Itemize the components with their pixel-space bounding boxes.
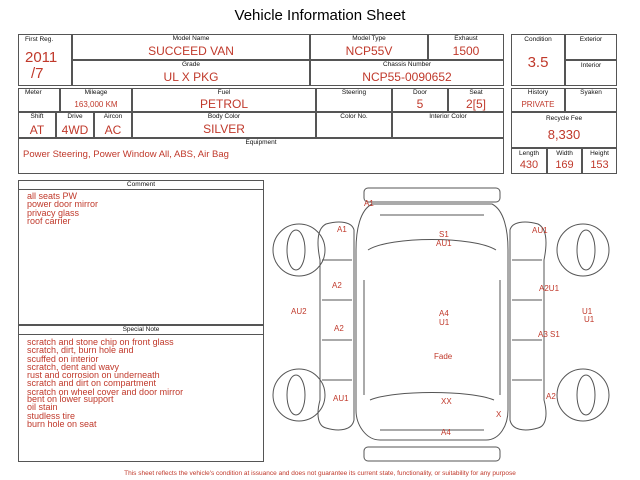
shift-label: Shift: [30, 113, 44, 120]
exterior-label: Exterior: [579, 36, 603, 43]
model-type-label: Model Type: [352, 35, 386, 42]
special-note-item: studless tire: [27, 410, 76, 421]
syaken-label: Syaken: [580, 89, 602, 96]
first-reg-label: First Reg.: [25, 36, 54, 43]
drive-value: 4WD: [61, 123, 89, 137]
length-label: Length: [519, 150, 539, 157]
width-label: Width: [556, 150, 573, 157]
chassis-label: Chassis Number: [382, 61, 432, 68]
damage-a1-left: A1: [337, 225, 347, 234]
mileage-label: Mileage: [84, 89, 108, 96]
model-type-value: NCP55V: [345, 44, 393, 58]
meter-label: Meter: [25, 89, 42, 96]
drive-label: Drive: [67, 113, 83, 120]
first-reg-year: 2011: [25, 49, 58, 66]
condition-label: Condition: [524, 36, 552, 43]
damage-a2-right-bottom: A2: [546, 392, 556, 401]
special-note-item: scratch and stone chip on front glass: [27, 337, 174, 347]
shift-value: AT: [29, 123, 45, 137]
first-reg-month: /7: [31, 65, 44, 82]
damage-u1-right-a: U1: [582, 307, 593, 316]
damage-s1: S1: [439, 230, 449, 239]
damage-a4-bottom: A4: [441, 428, 451, 437]
height-label: Height: [590, 150, 609, 157]
special-note-item: burn hole on seat: [27, 418, 97, 429]
mileage-value: 163,000 KM: [74, 100, 118, 109]
special-note-item: scratch on wheel cover and door mirror: [27, 386, 184, 397]
damage-a2u1: A2U1: [539, 284, 560, 293]
aircon-value: AC: [104, 123, 122, 137]
special-note-item: scratch, dent and wavy: [27, 361, 120, 372]
condition-value: 3.5: [527, 54, 549, 71]
color-no-label: Color No.: [340, 113, 368, 120]
interior-color-label: Interior Color: [429, 113, 467, 120]
comment-item: all seats PW: [27, 191, 78, 201]
body-color-label: Body Color: [207, 113, 241, 120]
interior-label: Interior: [580, 62, 602, 69]
model-name-value: SUCCEED VAN: [148, 44, 234, 58]
exhaust-value: 1500: [452, 44, 480, 58]
damage-au1-right: AU1: [532, 226, 548, 235]
damage-u1-mid: U1: [439, 318, 450, 327]
exhaust-label: Exhaust: [454, 35, 478, 42]
special-note-item: oil stain: [27, 402, 58, 413]
damage-au1-bottom: AU1: [333, 394, 349, 403]
body-color-value: SILVER: [203, 122, 245, 136]
damage-a4-mid: A4: [439, 309, 449, 318]
fuel-value: PETROL: [199, 97, 248, 111]
equipment-value: Power Steering, Power Window All, ABS, Air Bag: [23, 149, 229, 160]
history-label: History: [527, 89, 549, 96]
seat-value: 2[5]: [465, 97, 486, 111]
special-note-item: scratch and dirt on compartment: [27, 378, 157, 389]
seat-label: Seat: [469, 89, 483, 96]
comment-item: power door mirror: [27, 199, 99, 210]
steering-label: Steering: [341, 89, 367, 96]
grade-value: UL X PKG: [163, 70, 219, 84]
damage-au1-mid: AU1: [436, 239, 452, 248]
damage-a2-left-top: A2: [332, 281, 342, 290]
page-title: Vehicle Information Sheet: [234, 7, 406, 24]
chassis-value: NCP55-0090652: [362, 70, 452, 84]
equipment-label: Equipment: [245, 139, 277, 146]
damage-a1-top: A1: [364, 199, 374, 208]
comment-item: roof carrier: [27, 215, 71, 226]
damage-x: X: [496, 410, 502, 419]
footer-disclaimer: This sheet reflects the vehicle's condition at issuance and does not guarantee its current state, functionality, or suitability for any purpose: [124, 470, 516, 477]
length-value: 430: [519, 159, 539, 171]
special-note-item: scuffed on interior: [27, 353, 99, 364]
fuel-label: Fuel: [217, 89, 231, 96]
width-value: 169: [555, 159, 574, 171]
grade-label: Grade: [181, 61, 201, 68]
comment-label: Comment: [126, 181, 156, 188]
history-value: PRIVATE: [521, 100, 555, 109]
recycle-value: 8,330: [547, 127, 581, 142]
damage-a3s1: A3 S1: [538, 330, 560, 339]
comment-item: privacy glass: [27, 207, 80, 218]
door-label: Door: [412, 89, 428, 96]
damage-au2: AU2: [291, 307, 307, 316]
door-value: 5: [416, 97, 424, 111]
recycle-label: Recycle Fee: [545, 115, 583, 122]
damage-fade: Fade: [434, 352, 453, 361]
damage-a2-left: A2: [334, 324, 344, 333]
special-note-item: scratch, dirt, burn hole and: [27, 345, 134, 356]
damage-xx: XX: [441, 397, 452, 406]
model-name-label: Model Name: [172, 35, 210, 42]
damage-u1-right-b: U1: [584, 315, 595, 324]
special-note-label: Special Note: [122, 326, 160, 333]
special-note-item: bent on lower support: [27, 394, 114, 404]
special-note-item: rust and corrosion on underneath: [27, 370, 160, 381]
aircon-label: Aircon: [103, 113, 123, 120]
height-value: 153: [590, 159, 609, 171]
